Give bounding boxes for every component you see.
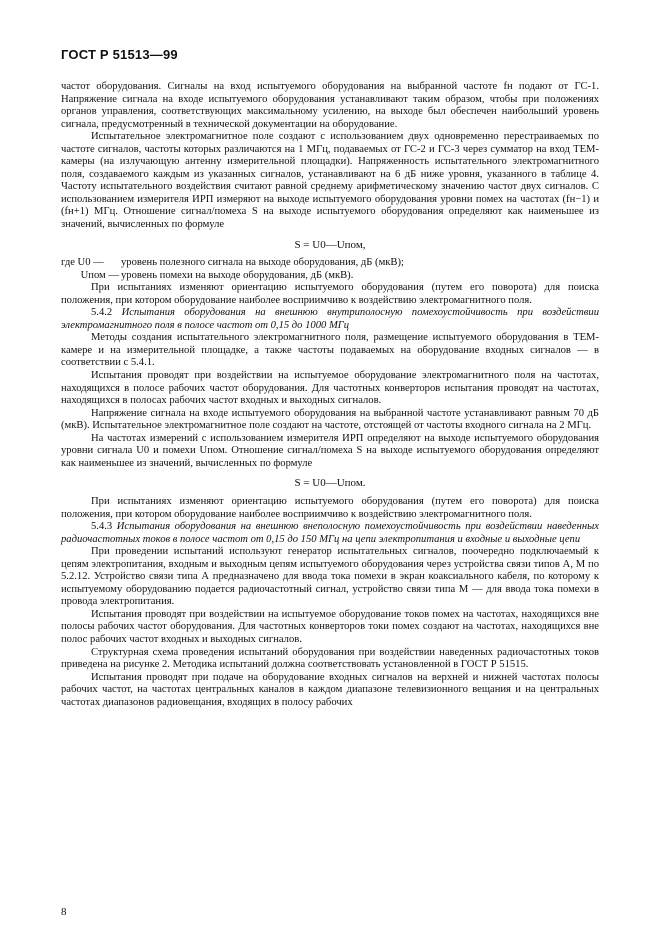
document-body [61, 81, 599, 709]
paragraph-1: частот оборудования. Сигналы на вход испытуемого оборудования на выбранной частоте fн подают от ГС-1. Напряжение сигнала на входе испытуемого оборудования устанавливают таким образом, чтобы при положениях органов управления, соответствующих максимальному усилению, на выходе был обеспечен наибольший уровень сигнала, предусмотренный в технической документации на оборудование. [61, 81, 599, 130]
paragraph-9: При проведении испытаний используют генератор испытательных сигналов, поочередно подключаемый к цепям электропитания, входным и выходным цепям испытуемого оборудования через устройства связи типов А, М по 5.2.12. Устройство связи типа А предназначено для ввода тока помехи в экран коаксиального кабеля, по которому к испытуемому оборудованию подается радиочастотный сигнал, устройство связи типа М — для ввода тока помехи в провода электропитания. [61, 546, 599, 608]
definition-u0 [61, 257, 599, 270]
definition-upom [61, 270, 599, 283]
document-header: ГОСТ Р 51513—99 [61, 47, 178, 62]
paragraph-12: Испытания проводят при подаче на оборудование входных сигналов на верхней и нижней частотах полосы рабочих частот, на частотах центральных каналов в каждом диапазоне телевизионного вещания и на центральных частотах диапазонов радиовещания, входящих в полосу рабочих [61, 671, 599, 708]
section-5-4-2-heading [61, 307, 599, 332]
definition-upom-label: Uпом — [80, 269, 119, 281]
paragraph-6: Напряжение сигнала на входе испытуемого оборудования на выбранной частоте устанавливают равным 70 дБ (мкВ). Испытательное электромагнитное поле создают на частоте, отстоящей от частоты входного сигнала на 2 МГц. [61, 407, 599, 432]
section-5-4-3-title: Испытания оборудования на внешнюю внеполосную помехоустойчивость при воздействии наведенных радиочастотных токов в полосе частот от 0,15 до 150 МГц на цепи электропитания и входные и выходные цепи [61, 521, 599, 545]
paragraph-2: Испытательное электромагнитное поле создают с использованием двух одновременно перестраиваемых по частоте сигналов, частоты которых различаются на 1 МГц, подаваемых от ГС-2 и ГС-3 через сумматор на вход ТЕМ-камеры (на излучающую антенну измерительной площадки). Напряженность испытательного электромагнитного поля, создаваемого каждым из указанных сигналов, устанавливают на 6 дБ ниже уровня, указанного в таблице 4. Частоту испытательного воздействия считают равной среднему арифметическому значению частот двух сигналов. С использованием измерителя ИРП измеряют на выходе испытуемого оборудования уровни помех на частотах (fн−1) и (fн+1) МГц. Отношение сигнал/помеха S на выходе испытуемого оборудования определяют как наименьшее из значений, вычисленных по формуле [61, 131, 599, 231]
section-5-4-3-number: 5.4.3 [91, 521, 113, 533]
paragraph-3: При испытаниях изменяют ориентацию испытуемого оборудования (путем его поворота) для поиска положения, при котором оборудование наиболее восприимчиво к воздействию электромагнитного поля. [61, 282, 599, 306]
formula-1: S = U0—Uпом, [294, 238, 366, 251]
section-5-4-3-heading [61, 521, 599, 546]
definition-u0-text: уровень полезного сигнала на выходе оборудования, дБ (мкВ); [121, 257, 404, 269]
paragraph-11: Структурная схема проведения испытаний оборудования при воздействии наведенных радиочастотных токов приведена на рисунке 2. Методика испытаний должна соответствовать установленной в ГОСТ Р 51515. [61, 646, 599, 671]
section-5-4-2-title: Испытания оборудования на внешнюю внутриполосную помехоустойчивость при воздействии электромагнитного поля в полосе частот от 0,15 до 1000 МГц [61, 307, 599, 331]
paragraph-8: При испытаниях изменяют ориентацию испытуемого оборудования (путем его поворота) для поиска положения, при котором оборудование наиболее восприимчиво к воздействию электромагнитного поля. [61, 495, 599, 520]
paragraph-5: Испытания проводят при воздействии на испытуемое оборудование электромагнитного поля на частотах, находящихся в полосе рабочих частот оборудования. Для частотных конверторов испытания проводят на частотах, находящихся в полосах рабочих частот входных и выходных сигналов. [61, 370, 599, 407]
paragraph-7: На частотах измерений с использованием измерителя ИРП определяют на выходе испытуемого оборудования уровни сигнала U0 и помехи Uпом. Отношение сигнал/помеха S на выходе испытуемого оборудования определяют как наименьшее из значений, вычисленных по формуле [61, 432, 599, 469]
formula-2: S = U0—Uпом. [294, 477, 366, 490]
page-number: 8 [61, 906, 67, 918]
section-5-4-2-number: 5.4.2 [91, 307, 113, 319]
paragraph-4: Методы создания испытательного электромагнитного поля, размещение испытуемого оборудования в ТЕМ-камере и на измерительной площадке, а также частоты подаваемых на оборудование входных сигналов — в соответствии с 5.4.1. [61, 332, 599, 369]
definition-upom-text: уровень помехи на выходе оборудования, дБ (мкВ). [121, 269, 354, 281]
paragraph-10: Испытания проводят при воздействии на испытуемое оборудование токов помех на частотах, находящихся вне полосы рабочих частот оборудования. Для частотных конверторов токи помех создают на частотах, находящихся вне полос рабочих частот входных и выходных сигналов. [61, 608, 599, 645]
definition-u0-label: где U0 — [61, 257, 104, 269]
